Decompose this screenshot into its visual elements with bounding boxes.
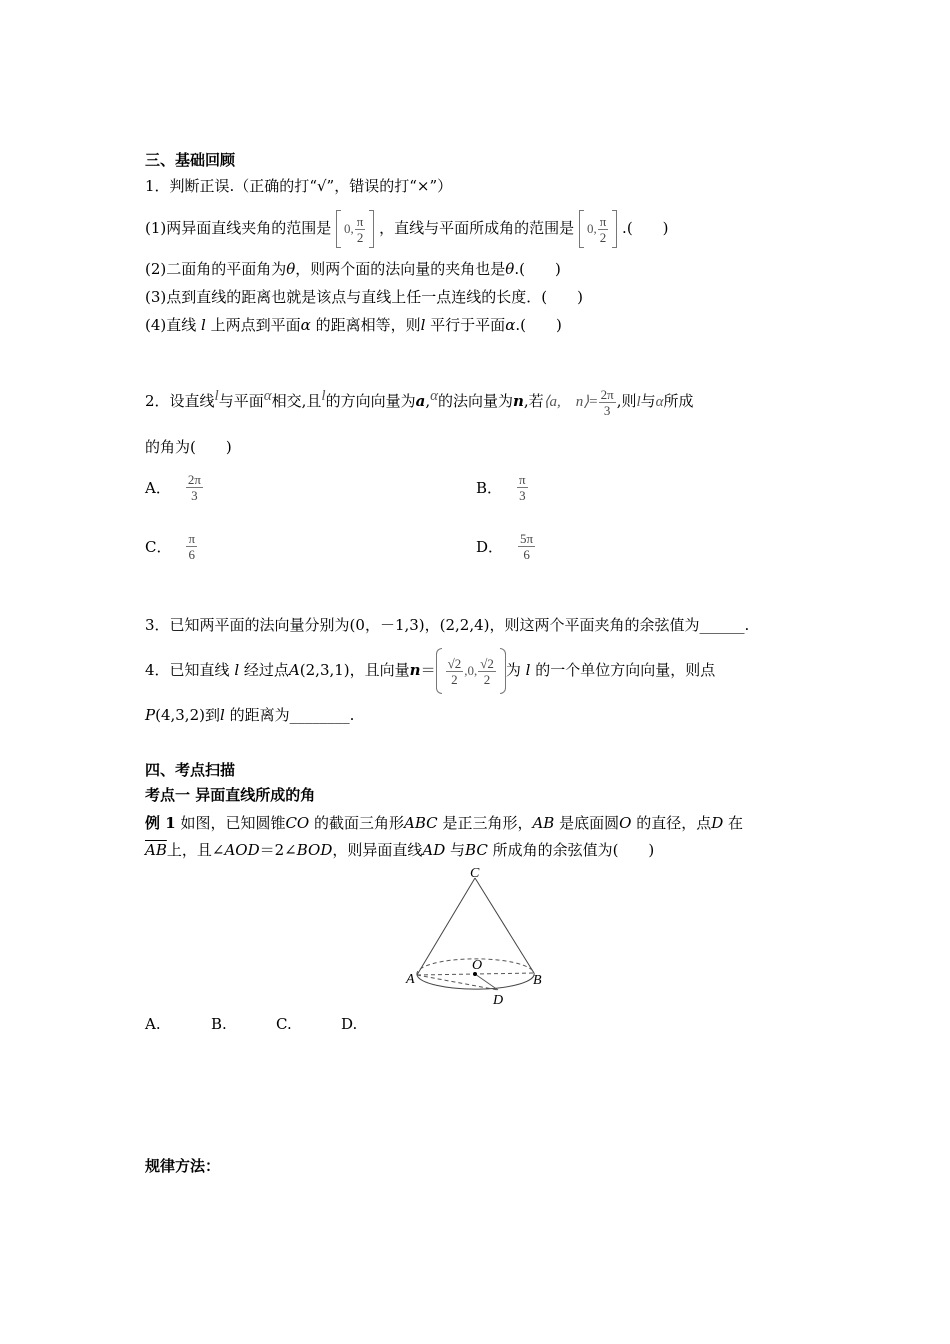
section-heading-review: 三、基础回顾 [145,151,236,169]
q4-line2: P(4,3,2)到l 的距离为________. [145,706,355,724]
edge-CA [417,878,475,975]
q2-line2: 的角为( ) [145,438,232,456]
method-label: 规律方法： [145,1157,221,1175]
q2-option-c[interactable]: C． $\frac{\pi}{6}$ [145,531,196,562]
vector-n: $\frac{√2}{2}$ ,0, $\frac{√2}{2}$ [436,647,506,695]
point-one-heading: 考点一 异面直线所成的角 [145,786,316,804]
label-D: D [493,993,504,1008]
q2-option-b[interactable]: B． $\frac{\pi}{3}$ [476,472,526,503]
q4-line1: 4．已知直线 l 经过点A(2,3,1)，且向量n＝ $\frac{√2}{2}$ ,0, $\frac{√2}{2}$ 为 l 的一个单位方向向量，则点 [145,646,715,695]
example1-option-a[interactable]: A. [145,1015,161,1033]
q1-intro: 1．判断正误.（正确的打“√”，错误的打“×”） [145,177,453,195]
q1-item4: (4)直线 l 上两点到平面α 的距离相等，则l 平行于平面α.( ) [145,316,562,334]
range-interval-open: 0, $\frac{\pi}{2}$ [336,209,374,249]
q2-option-d[interactable]: D． $\frac{5\pi}{6}$ [476,531,534,562]
example1-option-c[interactable]: C. [276,1015,292,1033]
section-heading-scan: 四、考点扫描 [145,761,236,779]
q1-item2: (2)二面角的平面角为θ，则两个面的法向量的夹角也是θ.( ) [145,260,561,278]
example1-option-b[interactable]: B. [211,1015,227,1033]
cone-figure [400,866,560,1012]
label-A: A [406,972,415,987]
q1-item1: (1)两异面直线夹角的范围是 0, $\frac{\pi}{2}$ ，直线与平面所成角的范围是 0, $\frac{\pi}{2}$ .( ) [145,208,669,249]
q2-option-a[interactable]: A． $\frac{2\pi}{3}$ [145,472,201,503]
range-interval-closed: 0, $\frac{\pi}{2}$ [579,209,617,249]
label-B: B [533,973,542,988]
label-C: C [470,866,480,881]
q2-line1: 2．设直线l与平面α相交,且l的方向向量为a,α的法向量为n,若⟨a, n⟩= $\frac{2\pi}{3}$ ,则l与α所成 [145,386,694,418]
q3: 3．已知两平面的法向量分别为(0，－1,3)，(2,2,4)，则这两个平面夹角的余弦值为______. [145,616,750,634]
example1-option-d[interactable]: D. [341,1015,358,1033]
segment-AD [417,975,498,990]
q1-item3: (3)点到直线的距离也就是该点与直线上任一点连线的长度．( ) [145,288,583,306]
example1-line2: $\overline{AB}$上，且∠AOD＝2∠BOD，则异面直线AD 与BC 所成角的余弦值为( ) [145,841,655,859]
label-O: O [472,958,483,973]
example1-line1: 例 1 如图，已知圆锥CO 的截面三角形ABC 是正三角形，AB 是底面圆O 的直径，点D 在 [145,814,744,832]
